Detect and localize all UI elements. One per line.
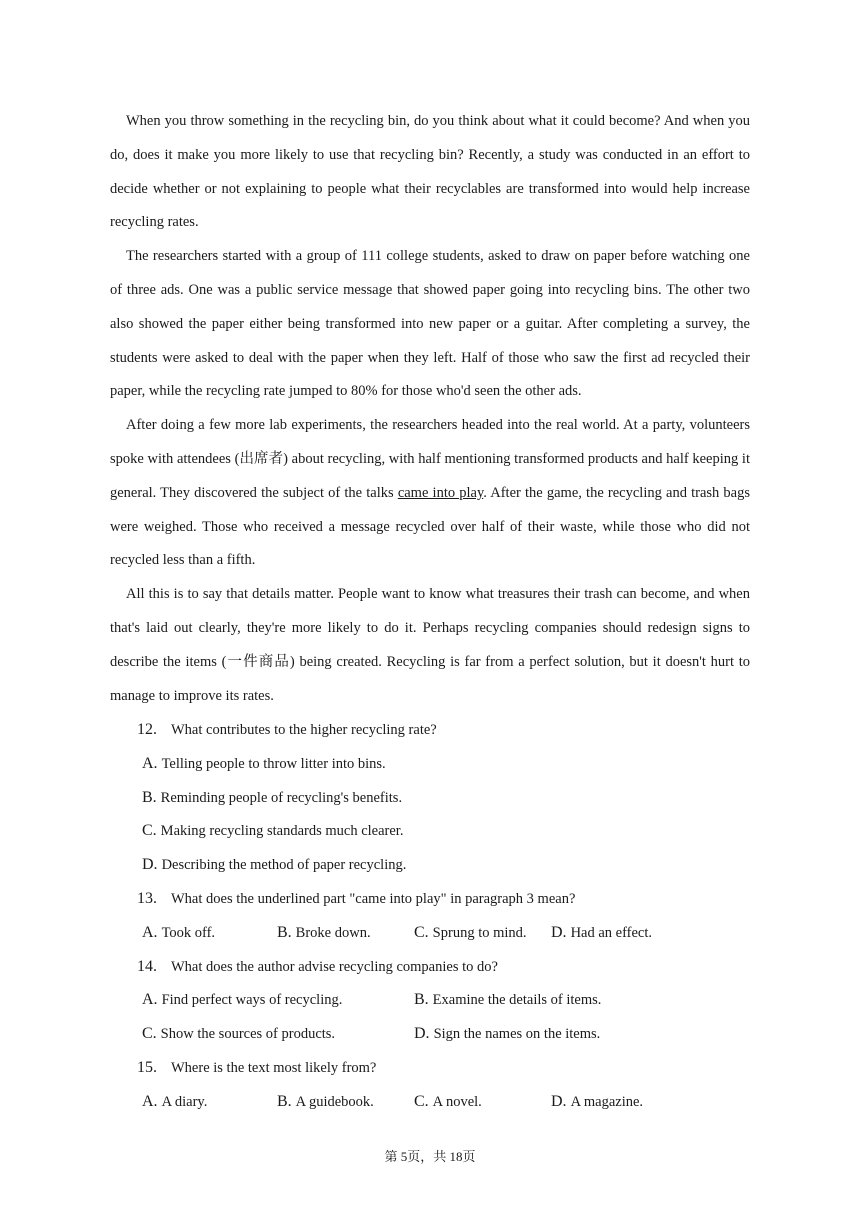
option-letter: A. bbox=[142, 923, 158, 941]
option-row bbox=[142, 747, 757, 781]
option-12-c[interactable] bbox=[142, 814, 403, 849]
option-text: Describing the method of paper recycling. bbox=[161, 857, 407, 874]
option-12-d[interactable] bbox=[142, 848, 406, 883]
paragraph-1: When you throw something in the recycling bin, do you think about what it could become? And when you do, does it make you more likely to use that recycling bin? Recently, a study was conducted in an effort to decide whether or not explaining to people what their recyclables are transformed into would help increase recycling rates. bbox=[110, 113, 750, 231]
option-letter: B. bbox=[277, 923, 292, 941]
option-text: Examine the details of items. bbox=[432, 992, 602, 1009]
paragraph-2: The researchers started with a group of 111 college students, asked to draw on paper before watching one of three ads. One was a public service message that showed paper going into recycling bins. The other two also showed the paper either being transformed into new paper or a guitar. After completing a survey, the students were asked to deal with the paper when they left. Half of those who saw the first ad recycled their paper, while the recycling rate jumped to 80% for those who'd seen the other ads. bbox=[110, 248, 750, 400]
option-letter: D. bbox=[142, 856, 158, 874]
paragraph-3-text-after: . After the game, the recycling and trash bags were weighed. Those who received a message recycled over half of their waste, while those who did not recycled less than a fifth. bbox=[110, 484, 751, 569]
question-number: 14. bbox=[137, 957, 157, 975]
option-text: A magazine. bbox=[570, 1093, 644, 1110]
question-number: 15. bbox=[137, 1058, 157, 1076]
option-letter: A. bbox=[142, 991, 158, 1009]
option-13-b[interactable] bbox=[277, 916, 371, 951]
option-text: Had an effect. bbox=[570, 924, 653, 941]
option-letter: C. bbox=[142, 822, 157, 840]
question-15 bbox=[137, 1051, 757, 1085]
option-13-c[interactable] bbox=[414, 916, 527, 951]
option-letter: B. bbox=[277, 1092, 292, 1110]
option-12-a[interactable] bbox=[142, 747, 386, 782]
option-14-a[interactable] bbox=[142, 983, 342, 1018]
option-text: A guidebook. bbox=[295, 1093, 374, 1110]
option-row bbox=[142, 781, 757, 815]
option-letter: D. bbox=[551, 923, 567, 941]
reading-passage bbox=[110, 105, 750, 713]
question-text: What contributes to the higher recycling rate? bbox=[171, 722, 437, 738]
question-text: What does the author advise recycling companies to do? bbox=[171, 958, 498, 975]
option-14-c[interactable] bbox=[142, 1017, 335, 1052]
option-letter: C. bbox=[414, 1092, 429, 1110]
option-row bbox=[142, 983, 757, 1017]
option-row bbox=[142, 1017, 757, 1051]
option-13-a[interactable] bbox=[142, 916, 215, 951]
option-letter: D. bbox=[551, 1092, 567, 1110]
option-15-b[interactable] bbox=[277, 1085, 374, 1120]
option-row bbox=[142, 848, 757, 882]
option-row bbox=[142, 814, 757, 848]
option-12-b[interactable] bbox=[142, 781, 402, 816]
option-letter: A. bbox=[142, 754, 158, 772]
option-letter: B. bbox=[414, 991, 429, 1009]
option-15-c[interactable] bbox=[414, 1085, 482, 1120]
question-text: What does the underlined part "came into play" in paragraph 3 mean? bbox=[171, 890, 576, 907]
option-row bbox=[142, 916, 757, 950]
option-text: Sign the names on the items. bbox=[433, 1026, 601, 1043]
option-text: Sprung to mind. bbox=[432, 924, 527, 941]
option-15-a[interactable] bbox=[142, 1085, 207, 1120]
question-13 bbox=[137, 882, 757, 916]
option-letter: C. bbox=[142, 1025, 157, 1043]
question-12 bbox=[137, 713, 757, 747]
option-14-b[interactable] bbox=[414, 983, 601, 1018]
question-text: Where is the text most likely from? bbox=[171, 1059, 377, 1076]
option-14-d[interactable] bbox=[414, 1017, 600, 1052]
paragraph-4: All this is to say that details matter. People want to know what treasures their trash can become, and when that's laid out clearly, they're more likely to do it. Perhaps recycling companies should redesign signs to describe the items (一件商品) being created. Recycling is far from a perfect solution, but it doesn't hurt to manage to improve its rates. bbox=[110, 586, 750, 704]
option-letter: A. bbox=[142, 1092, 158, 1110]
option-15-d[interactable] bbox=[551, 1085, 643, 1120]
underlined-phrase: came into play bbox=[397, 484, 484, 501]
option-letter: B. bbox=[142, 788, 157, 806]
page-number-footer: 第 5页，共 18页 bbox=[384, 1149, 476, 1164]
option-text: Making recycling standards much clearer. bbox=[160, 823, 404, 840]
question-14 bbox=[137, 950, 757, 984]
option-text: Show the sources of products. bbox=[160, 1026, 336, 1043]
option-text: Broke down. bbox=[295, 924, 371, 941]
option-text: Telling people to throw litter into bins. bbox=[161, 755, 386, 772]
option-row bbox=[142, 1085, 757, 1119]
option-text: A diary. bbox=[161, 1093, 208, 1110]
option-text: A novel. bbox=[432, 1093, 482, 1110]
paragraph-3-text-before: After doing a few more lab experiments, the researchers headed into the real world. At a party, volunteers spoke with attendees (出席者) about recycling, with half mentioning transformed products and half keeping it general. They discovered the subject of the talks bbox=[110, 417, 750, 501]
option-text: Reminding people of recycling's benefits. bbox=[160, 789, 403, 806]
option-letter: D. bbox=[414, 1025, 430, 1043]
question-number: 13. bbox=[137, 889, 157, 907]
option-13-d[interactable] bbox=[551, 916, 652, 951]
paragraph-3 bbox=[110, 409, 750, 578]
option-text: Find perfect ways of recycling. bbox=[161, 992, 343, 1009]
questions-section bbox=[137, 713, 757, 1119]
question-number: 12. bbox=[137, 721, 157, 738]
option-text: Took off. bbox=[161, 924, 216, 941]
option-letter: C. bbox=[414, 923, 429, 941]
